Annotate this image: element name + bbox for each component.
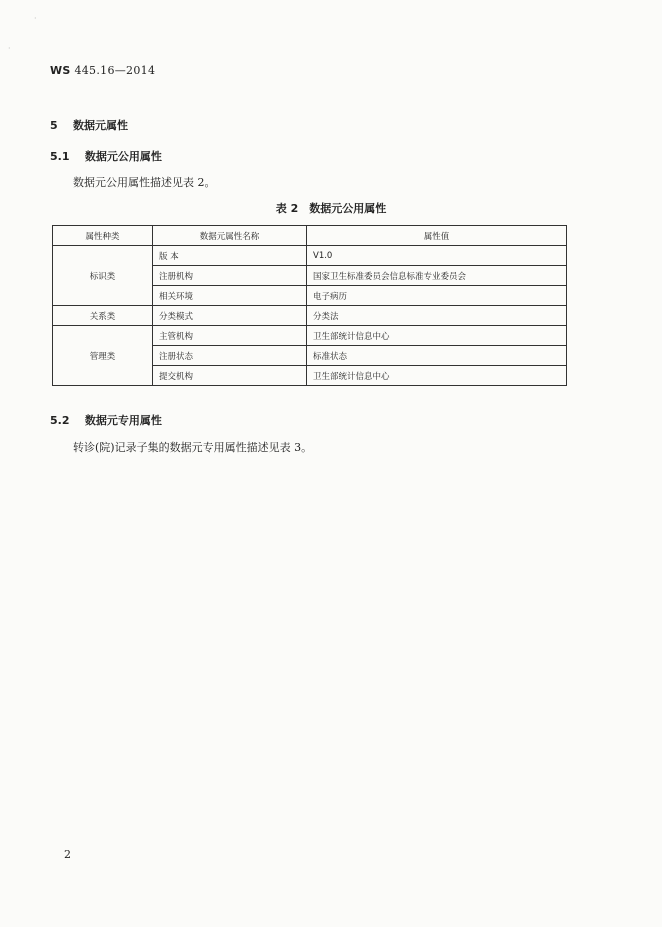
section-5-1-heading: [50, 148, 162, 164]
section-5-2-heading: [50, 412, 162, 428]
attribute-value-cell: 标准状态: [307, 346, 567, 366]
attribute-name-cell: 提交机构: [153, 366, 307, 386]
section-number: 5.2: [50, 414, 70, 427]
attribute-name-cell: 分类模式: [153, 306, 307, 326]
attribute-name-cell: 版 本: [153, 246, 307, 266]
header-cell: 属性种类: [53, 226, 153, 246]
header-code: 445.16—2014: [74, 64, 156, 77]
attribute-name-cell: 注册机构: [153, 266, 307, 286]
header-cell: 属性值: [307, 226, 567, 246]
scan-mark: ·: [34, 14, 37, 23]
section-title: 数据元专用属性: [84, 414, 162, 427]
table-row: [53, 306, 567, 326]
table-row: [53, 326, 567, 346]
section-number: 5.1: [50, 150, 70, 163]
section-5-heading: [50, 117, 128, 133]
attribute-value-cell: 国家卫生标准委员会信息标准专业委员会: [307, 266, 567, 286]
category-cell: 标识类: [53, 246, 153, 306]
attribute-value-cell: 卫生部统计信息中心: [307, 326, 567, 346]
section-number: 5: [50, 119, 58, 132]
attribute-value-cell: 卫生部统计信息中心: [307, 366, 567, 386]
attribute-name-cell: 相关环境: [153, 286, 307, 306]
header-prefix: WS: [50, 64, 71, 77]
table-header-row: [53, 226, 567, 246]
page-number: 2: [64, 848, 71, 861]
table-caption: 表 2 数据元公用属性: [275, 202, 387, 215]
section-title: 数据元属性: [72, 119, 128, 132]
attribute-value-cell: 电子病历: [307, 286, 567, 306]
attribute-value-cell: V1.0: [307, 246, 567, 266]
document-header: [50, 64, 155, 77]
header-cell: 数据元属性名称: [153, 226, 307, 246]
scan-mark: ·: [8, 44, 11, 53]
category-cell: 管理类: [53, 326, 153, 386]
table-row: [53, 246, 567, 266]
attributes-table: [52, 225, 567, 386]
section-5-2-text: 转诊(院)记录子集的数据元专用属性描述见表 3。: [73, 441, 313, 454]
attribute-name-cell: 注册状态: [153, 346, 307, 366]
category-cell: 关系类: [53, 306, 153, 326]
section-5-1-text: 数据元公用属性描述见表 2。: [73, 176, 216, 189]
attribute-value-cell: 分类法: [307, 306, 567, 326]
attribute-name-cell: 主管机构: [153, 326, 307, 346]
section-title: 数据元公用属性: [84, 150, 162, 163]
